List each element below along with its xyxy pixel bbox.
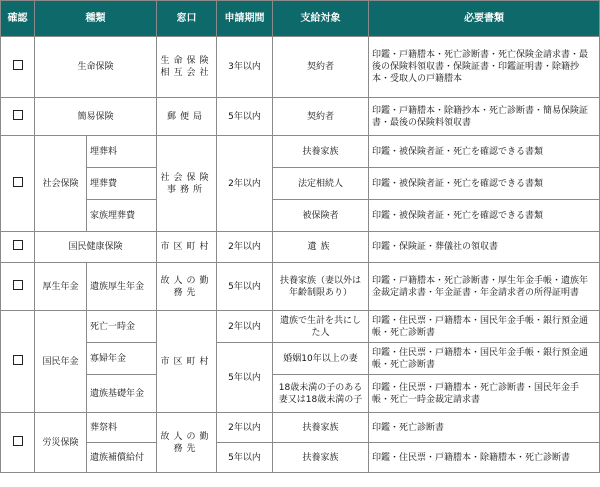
window-cell: 郵便局 (157, 98, 217, 136)
table-row (1, 232, 600, 263)
table-row (1, 98, 600, 136)
header-target: 支給対象 (273, 1, 369, 37)
target-cell: 遺族 (273, 232, 369, 263)
checkbox[interactable] (13, 240, 23, 250)
window-cell: 故人の勤務先 (157, 263, 217, 311)
target-cell: 遺族で生計を共にした人 (273, 311, 369, 343)
type-cell: 国民健康保険 (35, 232, 157, 263)
docs-cell: 印鑑・被保険者証・死亡を確認できる書類 (369, 168, 600, 200)
type-cell: 簡易保険 (35, 98, 157, 136)
subtype-cell: 家族埋葬費 (87, 200, 157, 232)
docs-cell: 印鑑・被保険者証・死亡を確認できる書類 (369, 200, 600, 232)
table-row (1, 375, 600, 413)
period-cell: 5年以内 (217, 443, 273, 473)
table-row (1, 37, 600, 98)
window-cell: 故人の勤務先 (157, 413, 217, 473)
checkbox[interactable] (13, 110, 23, 120)
docs-cell: 印鑑・戸籍謄本・除籍抄本・死亡診断書・簡易保険証書・最後の保険料領収書 (369, 98, 600, 136)
subtype-cell: 遺族厚生年金 (87, 263, 157, 311)
docs-cell: 印鑑・死亡診断書 (369, 413, 600, 443)
type-cell: 社会保険 (35, 136, 87, 232)
type-cell: 厚生年金 (35, 263, 87, 311)
subtype-cell: 埋葬料 (87, 136, 157, 168)
table-row (1, 263, 600, 311)
target-cell: 扶養家族（妻以外は年齢制限あり） (273, 263, 369, 311)
target-cell: 扶養家族 (273, 443, 369, 473)
docs-cell: 印鑑・保険証・葬儀社の領収書 (369, 232, 600, 263)
table-row (1, 443, 600, 473)
docs-cell: 印鑑・戸籍謄本・死亡診断書・厚生年金手帳・遺族年金裁定請求書・年金証書・年金請求者の所得証明書 (369, 263, 600, 311)
subtype-cell: 埋葬費 (87, 168, 157, 200)
checkbox[interactable] (13, 280, 23, 290)
period-cell: 5年以内 (217, 263, 273, 311)
window-cell: 市区町村 (157, 311, 217, 413)
period-cell: 2年以内 (217, 136, 273, 232)
table-row (1, 200, 600, 232)
header-confirm: 確認 (1, 1, 35, 37)
period-cell: 2年以内 (217, 413, 273, 443)
period-cell: 2年以内 (217, 311, 273, 343)
table-row (1, 343, 600, 375)
period-cell: 5年以内 (217, 98, 273, 136)
docs-cell: 印鑑・被保険者証・死亡を確認できる書類 (369, 136, 600, 168)
target-cell: 法定相続人 (273, 168, 369, 200)
target-cell: 婚姻10年以上の妻 (273, 343, 369, 375)
subtype-cell: 死亡一時金 (87, 311, 157, 343)
header-window: 窓口 (157, 1, 217, 37)
period-cell: 3年以内 (217, 37, 273, 98)
period-cell: 5年以内 (217, 343, 273, 413)
window-cell: 社会保険事務所 (157, 136, 217, 232)
checkbox[interactable] (13, 60, 23, 70)
checkbox[interactable] (13, 436, 23, 446)
window-cell: 生命保険相互会社 (157, 37, 217, 98)
table-row (1, 136, 600, 168)
checkbox[interactable] (13, 177, 23, 187)
subtype-cell: 遺族基礎年金 (87, 375, 157, 413)
subtype-cell: 遺族補償給付 (87, 443, 157, 473)
header-period: 申請期間 (217, 1, 273, 37)
type-cell: 労災保険 (35, 413, 87, 473)
docs-cell: 印鑑・住民票・戸籍謄本・国民年金手帳・銀行預金通帳・死亡診断書 (369, 343, 600, 375)
header-type: 種類 (35, 1, 157, 37)
docs-cell: 印鑑・住民票・戸籍謄本・死亡診断書・国民年金手帳・死亡一時金裁定請求書 (369, 375, 600, 413)
type-cell: 生命保険 (35, 37, 157, 98)
docs-cell: 印鑑・住民票・戸籍謄本・国民年金手帳・銀行預金通帳・死亡診断書 (369, 311, 600, 343)
window-cell: 市区町村 (157, 232, 217, 263)
period-cell: 2年以内 (217, 232, 273, 263)
subtype-cell: 葬祭料 (87, 413, 157, 443)
type-cell: 国民年金 (35, 311, 87, 413)
target-cell: 扶養家族 (273, 136, 369, 168)
docs-cell: 印鑑・住民票・戸籍謄本・除籍謄本・死亡診断書 (369, 443, 600, 473)
table-row (1, 168, 600, 200)
target-cell: 被保険者 (273, 200, 369, 232)
subtype-cell: 寡婦年金 (87, 343, 157, 375)
target-cell: 契約者 (273, 37, 369, 98)
header-docs: 必要書類 (369, 1, 600, 37)
target-cell: 18歳未満の子のある妻又は18歳未満の子 (273, 375, 369, 413)
target-cell: 契約者 (273, 98, 369, 136)
table-row (1, 311, 600, 343)
checkbox[interactable] (13, 355, 23, 365)
header-row (1, 1, 600, 37)
docs-cell: 印鑑・戸籍謄本・死亡診断書・死亡保険金請求書・最後の保険料領収書・保険証書・印鑑証明書・除籍抄本・受取人の戸籍謄本 (369, 37, 600, 98)
confirm-cell (1, 37, 35, 98)
target-cell: 扶養家族 (273, 413, 369, 443)
table-row (1, 413, 600, 443)
